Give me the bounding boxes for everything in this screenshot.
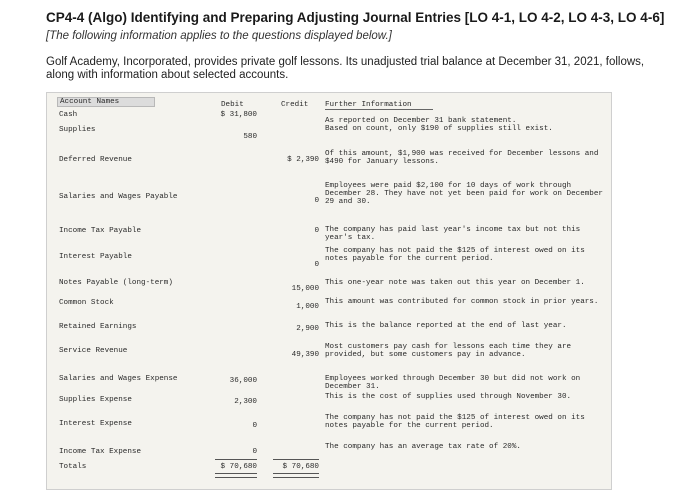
credit-value: 0: [314, 261, 319, 269]
credit-value: 15,000: [291, 285, 319, 293]
account-name: Salaries and Wages Expense: [59, 375, 178, 383]
debit-value: 36,000: [229, 377, 257, 385]
account-name: Service Revenue: [59, 347, 128, 355]
credit-value: 2,900: [296, 325, 319, 333]
further-info: The company has an average tax rate of 20%.: [325, 443, 521, 451]
credit-value: $ 2,390: [287, 156, 319, 164]
account-name: Supplies Expense: [59, 396, 132, 404]
further-info: This amount was contributed for common stock in prior years.: [325, 298, 599, 306]
debit-value: 580: [243, 133, 257, 141]
header-credit: Credit: [281, 101, 309, 109]
totals-label: Totals: [59, 463, 87, 471]
further-info: The company has paid last year's income tax but not this year's tax.: [325, 226, 581, 243]
debit-subtotal-rule: [215, 459, 257, 460]
header-account-names: Account Names: [57, 97, 155, 107]
account-name: Income Tax Expense: [59, 448, 142, 456]
credit-total: $ 70,680: [282, 463, 319, 471]
account-name: Income Tax Payable: [59, 227, 142, 235]
further-info: This is the cost of supplies used through November 30.: [325, 393, 572, 401]
account-name: Deferred Revenue: [59, 156, 132, 164]
further-info: As reported on December 31 bank statement.: [325, 117, 517, 125]
credit-value: 0: [314, 197, 319, 205]
further-info: Of this amount, $1,900 was received for December lessons and $490 for January lessons.: [325, 150, 599, 167]
account-name: Retained Earnings: [59, 323, 137, 331]
further-info: Most customers pay cash for lessons each time they are provided, but some customers pay in advance.: [325, 343, 572, 360]
page-title: CP4-4 (Algo) Identifying and Preparing Adjusting Journal Entries [LO 4-1, LO 4-2, LO 4-3, LO 4-6]: [46, 10, 665, 25]
credit-value: 0: [314, 227, 319, 235]
subtitle: [The following information applies to the questions displayed below.]: [46, 30, 392, 42]
account-name: Notes Payable (long-term): [59, 279, 173, 287]
account-name: Common Stock: [59, 299, 114, 307]
credit-value: 1,000: [296, 303, 319, 311]
further-info: The company has not paid the $125 of interest owed on its notes payable for the current period.: [325, 247, 585, 264]
further-info: The company has not paid the $125 of interest owed on its notes payable for the current period.: [325, 414, 585, 431]
debit-value: 0: [252, 422, 257, 430]
further-info: Employees worked through December 30 but did not work on December 31.: [325, 375, 581, 392]
further-info: This one-year note was taken out this year on December 1.: [325, 279, 585, 287]
debit-value: $ 31,800: [220, 111, 257, 119]
account-name: Interest Payable: [59, 253, 132, 261]
further-info: This is the balance reported at the end of last year.: [325, 322, 567, 330]
header-debit: Debit: [221, 101, 244, 109]
further-info: Employees were paid $2,100 for 10 days of work through December 28. They have not yet been paid for work on December 29 and 30.: [325, 182, 603, 207]
debit-total: $ 70,680: [220, 463, 257, 471]
further-info: Based on count, only $190 of supplies still exist.: [325, 125, 553, 133]
account-name: Cash: [59, 111, 78, 119]
debit-value: 2,300: [234, 398, 257, 406]
header-further-information: Further Information: [325, 101, 433, 110]
credit-subtotal-rule: [273, 459, 319, 460]
trial-balance-table: [46, 92, 612, 490]
debit-value: 0: [252, 448, 257, 456]
credit-total-double-rule: [273, 473, 319, 478]
account-name: Supplies: [59, 126, 96, 134]
account-name: Interest Expense: [59, 420, 132, 428]
account-name: Salaries and Wages Payable: [59, 193, 178, 201]
debit-total-double-rule: [215, 473, 257, 478]
intro-paragraph: Golf Academy, Incorporated, provides private golf lessons. Its unadjusted trial balance at December 31, 2021, follows, along with information about selected accounts.: [46, 56, 645, 81]
credit-value: 49,390: [291, 351, 319, 359]
